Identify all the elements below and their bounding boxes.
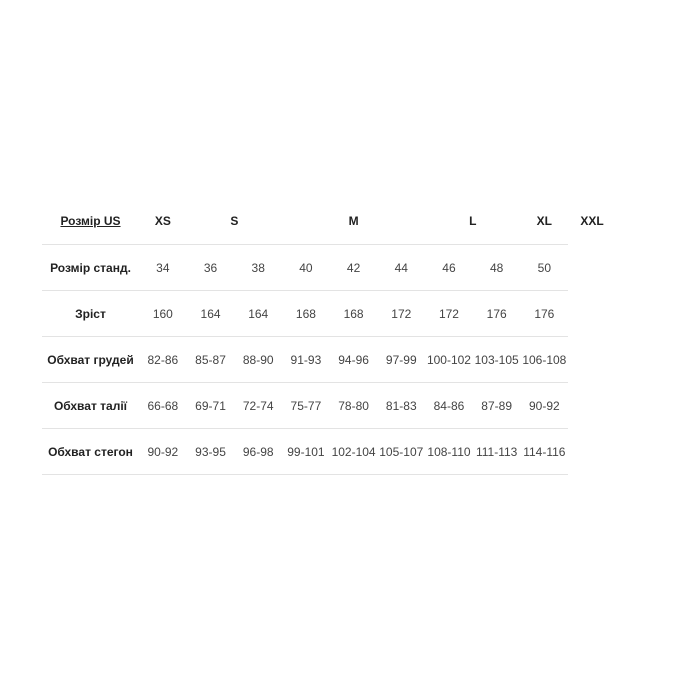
table-cell: 172: [377, 291, 425, 337]
size-chart-body: [42, 198, 616, 475]
table-cell: 34: [139, 245, 187, 291]
table-cell: 97-99: [377, 337, 425, 383]
table-cell: 176: [521, 291, 569, 337]
table-cell: 40: [282, 245, 330, 291]
table-cell: 111-113: [473, 429, 521, 475]
us-size-xs: XS: [154, 214, 171, 228]
us-size-label-text: Розмір US: [60, 214, 121, 228]
table-cell: 164: [234, 291, 282, 337]
standard-size-row: [42, 245, 616, 291]
waist-row: [42, 383, 616, 429]
table-cell: 87-89: [473, 383, 521, 429]
table-cell: 72-74: [234, 383, 282, 429]
table-cell: 160: [139, 291, 187, 337]
table-cell: 36: [187, 245, 235, 291]
table-cell: 85-87: [187, 337, 235, 383]
table-cell: 176: [473, 291, 521, 337]
table-cell: 172: [425, 291, 473, 337]
table-cell: 105-107: [377, 429, 425, 475]
us-size-xxl: XXL: [580, 214, 604, 229]
us-size-m: M: [348, 214, 359, 228]
table-cell: 78-80: [330, 383, 378, 429]
chest-row: [42, 337, 616, 383]
us-size-header-row: [42, 198, 616, 245]
table-cell: 38: [234, 245, 282, 291]
row-label: Обхват талії: [42, 383, 139, 429]
us-size-s: S: [230, 214, 239, 228]
row-label: Зріст: [42, 291, 139, 337]
table-cell: 90-92: [521, 383, 569, 429]
table-cell: 46: [425, 245, 473, 291]
row-label: Обхват грудей: [42, 337, 139, 383]
table-cell: 108-110: [425, 429, 473, 475]
table-cell: 168: [330, 291, 378, 337]
table-cell: 96-98: [234, 429, 282, 475]
table-cell: 94-96: [330, 337, 378, 383]
table-cell: 82-86: [139, 337, 187, 383]
table-cell: 88-90: [234, 337, 282, 383]
table-cell: 103-105: [473, 337, 521, 383]
table-cell: 84-86: [425, 383, 473, 429]
table-cell: 164: [187, 291, 235, 337]
table-cell: 44: [377, 245, 425, 291]
row-label: Обхват стегон: [42, 429, 139, 475]
size-chart-table: [42, 198, 616, 475]
us-size-header-label: [42, 198, 139, 245]
table-cell: 69-71: [187, 383, 235, 429]
us-size-xl: XL: [536, 214, 553, 228]
table-cell: 48: [473, 245, 521, 291]
table-cell: 91-93: [282, 337, 330, 383]
height-row: [42, 291, 616, 337]
table-cell: 106-108: [521, 337, 569, 383]
table-cell: 50: [521, 245, 569, 291]
table-cell: 81-83: [377, 383, 425, 429]
table-cell: 75-77: [282, 383, 330, 429]
us-size-l: L: [469, 214, 477, 228]
table-cell: 99-101: [282, 429, 330, 475]
table-cell: 66-68: [139, 383, 187, 429]
table-cell: 42: [330, 245, 378, 291]
table-cell: 100-102: [425, 337, 473, 383]
hips-row: [42, 429, 616, 475]
table-cell: 114-116: [521, 429, 569, 475]
table-cell: 168: [282, 291, 330, 337]
row-label: Розмір станд.: [42, 245, 139, 291]
table-cell: 90-92: [139, 429, 187, 475]
table-cell: 102-104: [330, 429, 378, 475]
table-cell: 93-95: [187, 429, 235, 475]
